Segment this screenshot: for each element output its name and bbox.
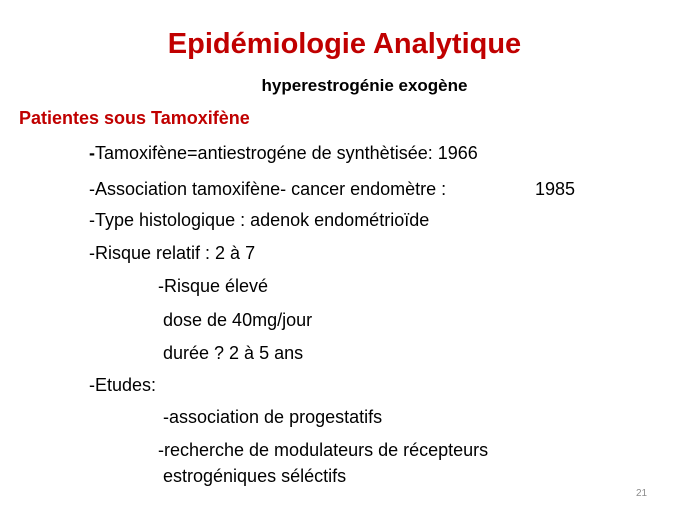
bullet-text: Tamoxifène=antiestrogéne de synthètisée: 1966 <box>95 143 478 163</box>
bullet-tamoxifene <box>89 143 478 164</box>
association-year: 1985 <box>535 179 576 199</box>
slide-subtitle: hyperestrogénie exogène <box>261 76 468 95</box>
bullet-dash: - <box>89 143 95 163</box>
sub-bullet-dose: dose de 40mg/jour <box>163 310 313 330</box>
bullet-type-histologique: -Type histologique : adenok endométrioïde <box>89 210 430 230</box>
section-heading: Patientes sous Tamoxifène <box>19 108 250 128</box>
sub-bullet-risque-eleve: -Risque élevé <box>158 276 269 296</box>
page-number: 21 <box>636 488 648 499</box>
bullet-association: -Association tamoxifène- cancer endomètre : <box>89 179 447 199</box>
bullet-risque-relatif: -Risque relatif : 2 à 7 <box>89 243 256 263</box>
sub-bullet-recherche: -recherche de modulateurs de récepteurs <box>158 440 489 460</box>
sub-bullet-progestatifs: -association de progestatifs <box>163 407 383 427</box>
slide-title: Epidémiologie Analytique <box>167 28 522 60</box>
bullet-etudes: -Etudes: <box>89 375 157 395</box>
sub-bullet-recherche-cont: estrogéniques séléctifs <box>163 466 347 486</box>
sub-bullet-duree: durée ? 2 à 5 ans <box>163 343 304 363</box>
